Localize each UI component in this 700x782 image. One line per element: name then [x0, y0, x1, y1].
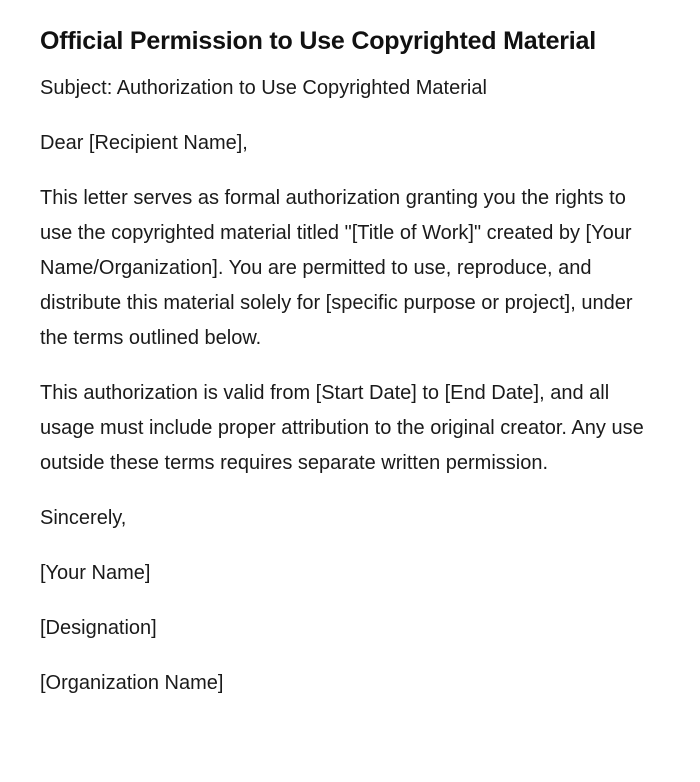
letter-body-paragraph-1: This letter serves as formal authorization granting you the rights to use the copyrighted material titled "[Title of Work]" created by [Your Name/Organization]. You are permitted to use, reproduce, and distribute this material solely for [specific purpose or project], under the terms outlined below. [40, 187, 633, 349]
letter-salutation: Dear [Recipient Name], [40, 132, 248, 154]
letter-subject: Subject: Authorization to Use Copyrighted Material [40, 77, 487, 99]
letter-closing: Sincerely, [40, 507, 127, 529]
letter-body-paragraph-2: This authorization is valid from [Start Date] to [End Date], and all usage must include proper attribution to the original creator. Any use outside these terms requires separate written permission. [40, 382, 644, 474]
signature-designation: [Designation] [40, 617, 157, 639]
signature-organization: [Organization Name] [40, 672, 224, 694]
letter-title: Official Permission to Use Copyrighted Material [40, 27, 597, 55]
signature-name: [Your Name] [40, 562, 151, 584]
